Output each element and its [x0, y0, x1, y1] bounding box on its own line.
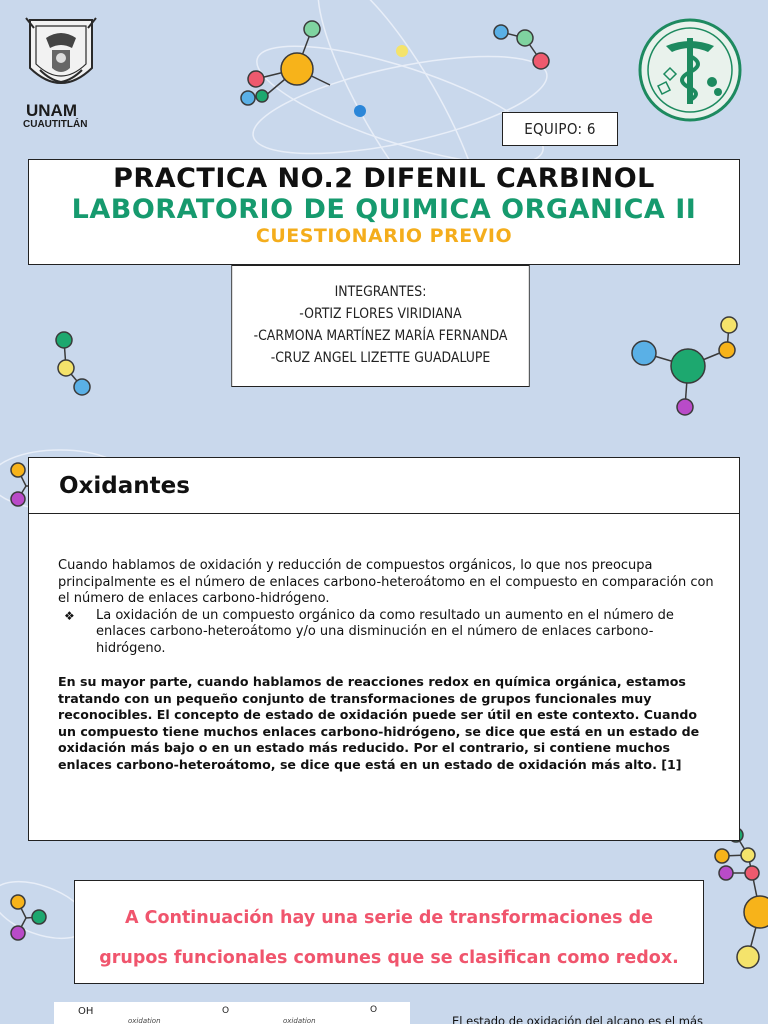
oxidants-body	[29, 514, 739, 773]
member-item: -ORTIZ FLORES VIRIDIANA	[299, 306, 462, 322]
atom-dot	[396, 45, 408, 57]
oxidants-title: Oxidantes	[59, 472, 190, 499]
pharmacy-seal-logo	[636, 16, 744, 124]
oxidants-bullet	[58, 608, 715, 658]
atom-dot	[354, 105, 366, 117]
oxidation-state-text: El estado de oxidación del alcano es el más	[452, 1014, 703, 1024]
scheme-oh-label: OH	[78, 1006, 94, 1017]
molecule-top-right	[494, 25, 549, 69]
scheme-o-label: O	[370, 1005, 378, 1015]
oxidants-section	[28, 457, 740, 841]
scheme-oxidation-label: oxidation	[283, 1017, 316, 1024]
oxidants-bold-paragraph: En su mayor parte, cuando hablamos de reacciones redox en química orgánica, estamos tratando con un pequeño conjunto de transformaciones de grupos funcionales muy reconocibles. El concepto de estado de oxidación puede ser útil en este contexto. Cuando un compuesto tiene muchos enlaces carbono-hidrógeno, se dice que está en un estado de oxidación más bajo o en un estado más reducido. Por el contrario, si contiene muchos enlaces carbono-heteroátomo, se dice que está en un estado de oxidación más alto. [1]	[58, 674, 700, 772]
molecule-right-bottom	[715, 828, 768, 968]
team-label: EQUIPO: 6	[502, 112, 618, 146]
member-item: -CARMONA MARTÍNEZ MARÍA FERNANDA	[253, 328, 508, 344]
redox-line-1: A Continuación hay una serie de transformaciones de	[124, 908, 654, 928]
scheme-o-label: O	[222, 1006, 230, 1016]
redox-line-2: grupos funcionales comunes que se clasifican como redox.	[99, 948, 679, 968]
unam-name: UNAM	[26, 101, 77, 120]
molecule-right-mid	[632, 317, 737, 415]
molecule-top-center	[241, 21, 330, 105]
diamond-bullet-icon: ❖	[64, 608, 75, 623]
redox-scheme-image	[54, 1002, 410, 1024]
questionnaire-subtitle: CUESTIONARIO PREVIO	[255, 225, 513, 247]
oxidants-paragraph: Cuando hablamos de oxidación y reducción de compuestos orgánicos, lo que nos preocupa principalmente es el número de enlaces carbono-heteroátomo en el compuesto en comparación con el número de enlaces carbono-hidrógeno.	[58, 558, 714, 606]
practice-title: PRACTICA NO.2 DIFENIL CARBINOL	[113, 163, 655, 194]
oxidants-header	[29, 458, 739, 514]
unam-campus: CUAUTITLÁN	[23, 119, 88, 130]
redox-intro-box	[74, 880, 704, 984]
members-box	[231, 265, 529, 387]
unam-logo	[22, 14, 106, 134]
title-box	[28, 159, 740, 265]
scheme-oxidation-label: oxidation	[128, 1017, 161, 1024]
molecule-left-bottom	[11, 895, 46, 940]
caduceus-seal-icon	[636, 16, 744, 124]
bullet-text: La oxidación de un compuesto orgánico da como resultado un aumento en el número de enlaces carbono-heteroátomo y/o una disminución en el número de enlaces carbono-hidrógeno.	[96, 607, 674, 656]
unam-crest-icon	[22, 14, 100, 98]
molecule-left-mid	[56, 332, 90, 395]
members-heading: INTEGRANTES:	[334, 284, 427, 300]
member-item: -CRUZ ANGEL LIZETTE GUADALUPE	[270, 350, 491, 366]
lab-title: LABORATORIO DE QUIMICA ORGANICA II	[71, 194, 697, 225]
